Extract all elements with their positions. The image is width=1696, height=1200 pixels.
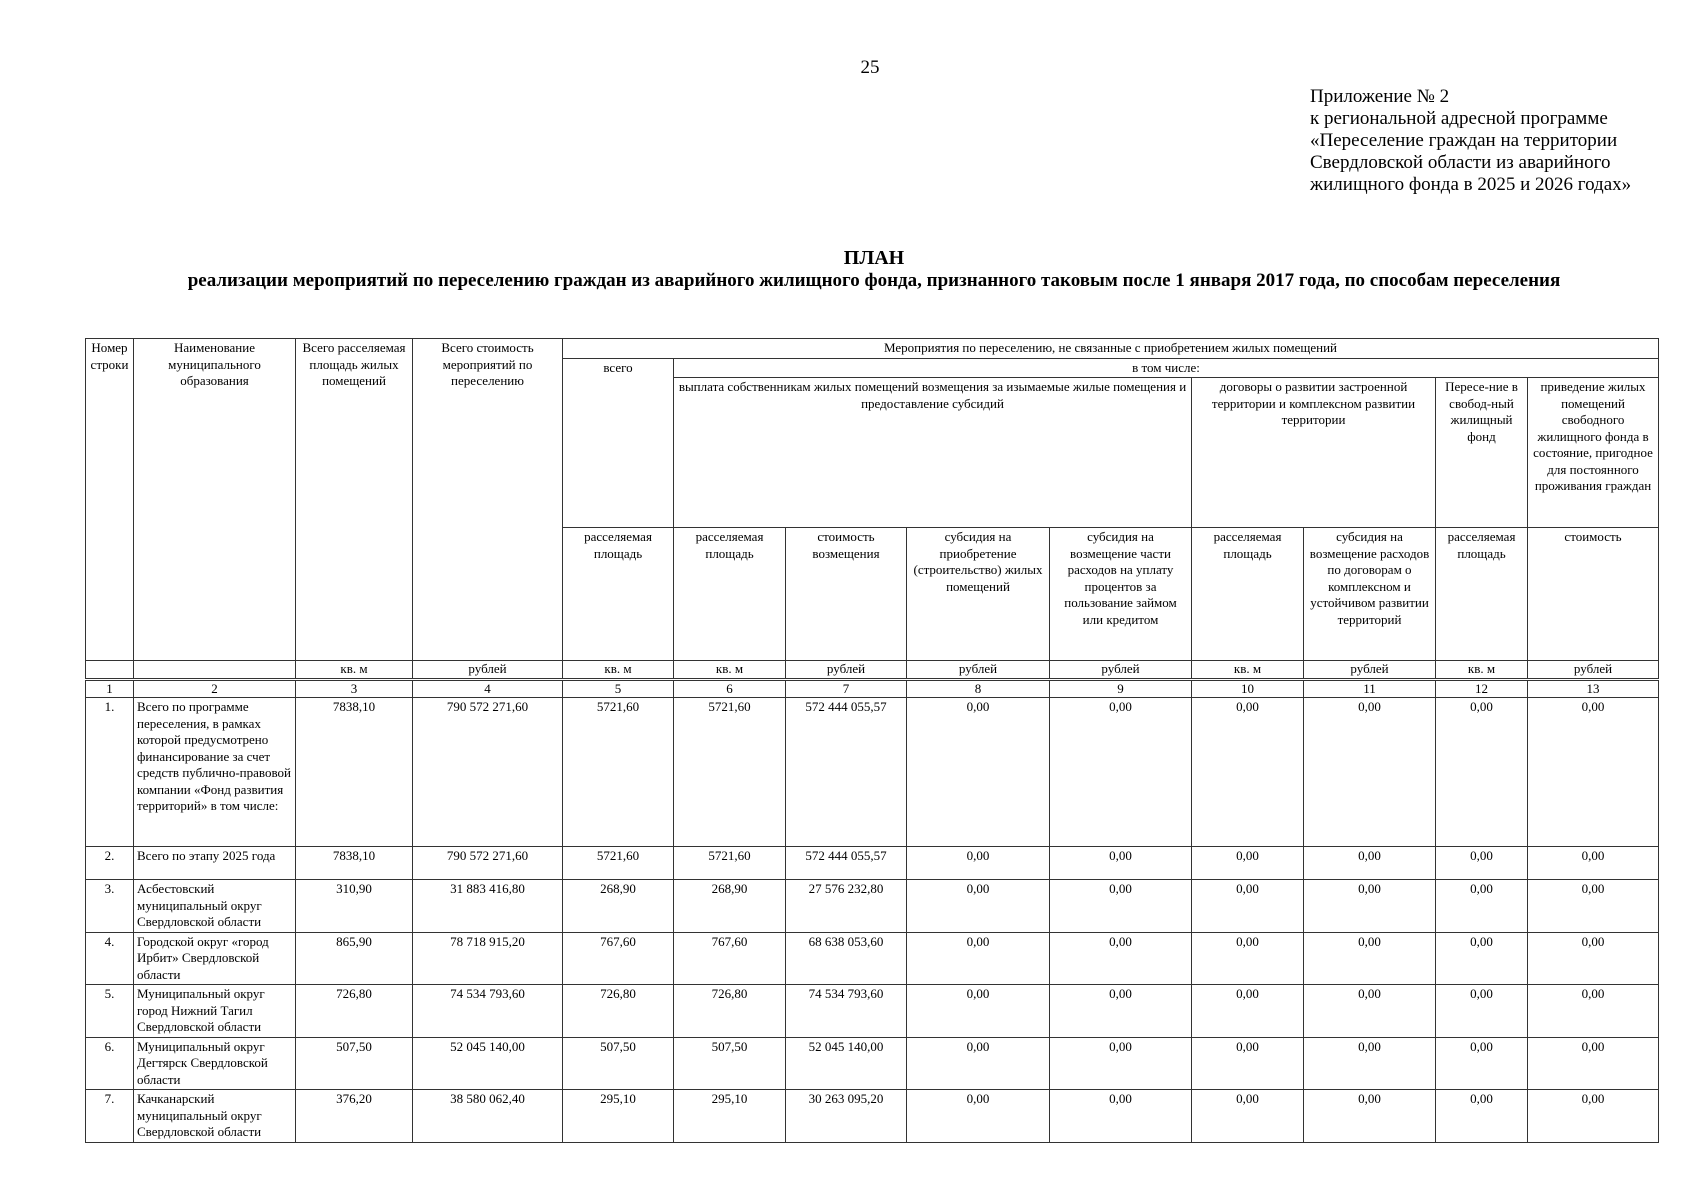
value-cell: 0,00: [1050, 847, 1192, 880]
column-number: 9: [1050, 679, 1192, 698]
value-cell: 790 572 271,60: [413, 847, 563, 880]
column-number: 10: [1192, 679, 1304, 698]
value-cell: 0,00: [907, 880, 1050, 933]
value-cell: 0,00: [1528, 1090, 1659, 1143]
value-cell: 27 576 232,80: [786, 880, 907, 933]
value-cell: 507,50: [563, 1037, 674, 1090]
value-cell: 0,00: [907, 847, 1050, 880]
value-cell: 0,00: [1050, 985, 1192, 1038]
unit-cell: рублей: [786, 661, 907, 680]
value-cell: 0,00: [1192, 698, 1304, 847]
value-cell: 0,00: [1436, 932, 1528, 985]
appendix-line: Свердловской области из аварийного: [1310, 152, 1611, 173]
row-number-cell: 3.: [86, 880, 134, 933]
value-cell: 0,00: [1192, 985, 1304, 1038]
row-number-cell: 5.: [86, 985, 134, 1038]
municipality-name-cell: Городской округ «город Ирбит» Свердловской области: [134, 932, 296, 985]
value-cell: 0,00: [1304, 985, 1436, 1038]
column-numbers-row: [86, 679, 1659, 698]
page-number: 25: [860, 57, 880, 78]
value-cell: 0,00: [1436, 985, 1528, 1038]
table-row: [86, 1090, 1659, 1143]
appendix-note: [1310, 86, 1631, 196]
value-cell: 507,50: [296, 1037, 413, 1090]
value-cell: 376,20: [296, 1090, 413, 1143]
column-number: 4: [413, 679, 563, 698]
unit-cell: рублей: [907, 661, 1050, 680]
value-cell: 0,00: [1050, 698, 1192, 847]
header-group-title: Мероприятия по переселению, не связанные с приобретением жилых помещений: [563, 339, 1659, 359]
value-cell: 0,00: [1304, 932, 1436, 985]
header-c5: расселяемая площадь: [563, 528, 674, 661]
unit-cell: кв. м: [674, 661, 786, 680]
value-cell: 0,00: [1050, 880, 1192, 933]
row-number-cell: 4.: [86, 932, 134, 985]
value-cell: 0,00: [1436, 847, 1528, 880]
value-cell: 268,90: [563, 880, 674, 933]
value-cell: 0,00: [1304, 1090, 1436, 1143]
header-c7: стоимость возмещения: [786, 528, 907, 661]
table-row: [86, 1037, 1659, 1090]
value-cell: 865,90: [296, 932, 413, 985]
municipality-name-cell: Всего по этапу 2025 года: [134, 847, 296, 880]
value-cell: 68 638 053,60: [786, 932, 907, 985]
value-cell: 572 444 055,57: [786, 847, 907, 880]
unit-cell: кв. м: [1436, 661, 1528, 680]
appendix-line: Приложение № 2: [1310, 86, 1450, 107]
value-cell: 0,00: [1192, 1090, 1304, 1143]
value-cell: 0,00: [1304, 698, 1436, 847]
unit-cell: рублей: [1304, 661, 1436, 680]
column-number: 2: [134, 679, 296, 698]
value-cell: 507,50: [674, 1037, 786, 1090]
value-cell: 0,00: [1528, 985, 1659, 1038]
unit-cell: рублей: [413, 661, 563, 680]
value-cell: 0,00: [1050, 1037, 1192, 1090]
value-cell: 5721,60: [563, 698, 674, 847]
header-total: всего: [563, 358, 674, 528]
appendix-line: к региональной адресной программе: [1310, 108, 1608, 129]
value-cell: 0,00: [1304, 1037, 1436, 1090]
value-cell: 74 534 793,60: [413, 985, 563, 1038]
header-row-number: Номер строки: [86, 339, 134, 661]
value-cell: 295,10: [563, 1090, 674, 1143]
table-body: [86, 679, 1659, 1142]
value-cell: 0,00: [907, 698, 1050, 847]
header-c13: стоимость: [1528, 528, 1659, 661]
value-cell: 310,90: [296, 880, 413, 933]
municipality-name-cell: Всего по программе переселения, в рамках которой предусмотрено финансирование за счет средств публично-правовой компании «Фонд развития территорий» в том числе:: [134, 698, 296, 847]
municipality-name-cell: Асбестовский муниципальный округ Свердловской области: [134, 880, 296, 933]
value-cell: 726,80: [563, 985, 674, 1038]
value-cell: 268,90: [674, 880, 786, 933]
header-c11: субсидия на возмещение расходов по договорам о комплексном и устойчивом развитии территорий: [1304, 528, 1436, 661]
value-cell: 5721,60: [674, 847, 786, 880]
value-cell: 0,00: [1304, 880, 1436, 933]
value-cell: 74 534 793,60: [786, 985, 907, 1038]
value-cell: 0,00: [1304, 847, 1436, 880]
value-cell: 726,80: [674, 985, 786, 1038]
value-cell: 790 572 271,60: [413, 698, 563, 847]
resettlement-plan-table: [85, 338, 1659, 1143]
row-number-cell: 6.: [86, 1037, 134, 1090]
value-cell: 726,80: [296, 985, 413, 1038]
column-number: 7: [786, 679, 907, 698]
header-c8: субсидия на приобретение (строительство) жилых помещений: [907, 528, 1050, 661]
header-c6: расселяемая площадь: [674, 528, 786, 661]
value-cell: 767,60: [563, 932, 674, 985]
value-cell: 0,00: [1528, 880, 1659, 933]
municipality-name-cell: Качканарский муниципальный округ Свердловской области: [134, 1090, 296, 1143]
row-number-cell: 1.: [86, 698, 134, 847]
value-cell: 0,00: [1436, 1090, 1528, 1143]
column-number: 6: [674, 679, 786, 698]
unit-cell: рублей: [1528, 661, 1659, 680]
value-cell: 7838,10: [296, 847, 413, 880]
document-title: ПЛАН: [843, 247, 905, 269]
value-cell: 0,00: [1192, 880, 1304, 933]
header-c10: расселяемая площадь: [1192, 528, 1304, 661]
value-cell: 0,00: [1050, 1090, 1192, 1143]
header-including: в том числе:: [674, 358, 1659, 378]
value-cell: 767,60: [674, 932, 786, 985]
value-cell: 7838,10: [296, 698, 413, 847]
column-number: 11: [1304, 679, 1436, 698]
table-row: [86, 932, 1659, 985]
value-cell: 0,00: [1436, 880, 1528, 933]
value-cell: 31 883 416,80: [413, 880, 563, 933]
value-cell: 0,00: [1436, 1037, 1528, 1090]
municipality-name-cell: Муниципальный округ Дегтярск Свердловской области: [134, 1037, 296, 1090]
value-cell: 0,00: [1192, 932, 1304, 985]
value-cell: 572 444 055,57: [786, 698, 907, 847]
column-number: 5: [563, 679, 674, 698]
value-cell: 52 045 140,00: [786, 1037, 907, 1090]
value-cell: 0,00: [1528, 1037, 1659, 1090]
municipality-name-cell: Муниципальный округ город Нижний Тагил Свердловской области: [134, 985, 296, 1038]
document-subtitle: реализации мероприятий по переселению граждан из аварийного жилищного фонда, признанного таковым после 1 января 2017 года, по способам переселения: [187, 270, 1561, 291]
unit-cell: рублей: [1050, 661, 1192, 680]
column-number: 8: [907, 679, 1050, 698]
value-cell: 0,00: [1192, 1037, 1304, 1090]
value-cell: 78 718 915,20: [413, 932, 563, 985]
value-cell: 0,00: [907, 985, 1050, 1038]
value-cell: 30 263 095,20: [786, 1090, 907, 1143]
header-c9: субсидия на возмещение части расходов на уплату процентов за пользование займом или кредитом: [1050, 528, 1192, 661]
units-empty: [86, 661, 134, 680]
value-cell: 0,00: [907, 1090, 1050, 1143]
value-cell: 0,00: [1050, 932, 1192, 985]
appendix-line: «Переселение граждан на территории: [1310, 130, 1618, 151]
value-cell: 0,00: [1528, 932, 1659, 985]
row-number-cell: 7.: [86, 1090, 134, 1143]
column-number: 13: [1528, 679, 1659, 698]
units-empty: [134, 661, 296, 680]
value-cell: 295,10: [674, 1090, 786, 1143]
value-cell: 52 045 140,00: [413, 1037, 563, 1090]
header-total-cost: Всего стоимость мероприятий по переселению: [413, 339, 563, 661]
value-cell: 0,00: [1528, 698, 1659, 847]
value-cell: 38 580 062,40: [413, 1090, 563, 1143]
table-row: [86, 985, 1659, 1038]
value-cell: 0,00: [907, 1037, 1050, 1090]
value-cell: 0,00: [1436, 698, 1528, 847]
header-free-fund: Пересе-ние в свобод-ный жилищный фонд: [1436, 378, 1528, 528]
value-cell: 0,00: [1192, 847, 1304, 880]
value-cell: 0,00: [907, 932, 1050, 985]
table-row: [86, 698, 1659, 847]
column-number: 12: [1436, 679, 1528, 698]
unit-cell: кв. м: [296, 661, 413, 680]
column-number: 3: [296, 679, 413, 698]
column-number: 1: [86, 679, 134, 698]
table-row: [86, 847, 1659, 880]
unit-cell: кв. м: [1192, 661, 1304, 680]
appendix-line: жилищного фонда в 2025 и 2026 годах»: [1310, 174, 1632, 195]
table-row: [86, 880, 1659, 933]
value-cell: 0,00: [1528, 847, 1659, 880]
row-number-cell: 2.: [86, 847, 134, 880]
header-municipality: Наименование муниципального образования: [134, 339, 296, 661]
unit-cell: кв. м: [563, 661, 674, 680]
value-cell: 5721,60: [563, 847, 674, 880]
header-development: договоры о развитии застроенной территории и комплексном развитии территории: [1192, 378, 1436, 528]
header-c12: расселяемая площадь: [1436, 528, 1528, 661]
value-cell: 5721,60: [674, 698, 786, 847]
header-restoration: приведение жилых помещений свободного жилищного фонда в состояние, пригодное для постоянного проживания граждан: [1528, 378, 1659, 528]
header-compensation: выплата собственникам жилых помещений возмещения за изымаемые жилые помещения и предоставление субсидий: [674, 378, 1192, 528]
header-total-area: Всего расселяемая площадь жилых помещений: [296, 339, 413, 661]
